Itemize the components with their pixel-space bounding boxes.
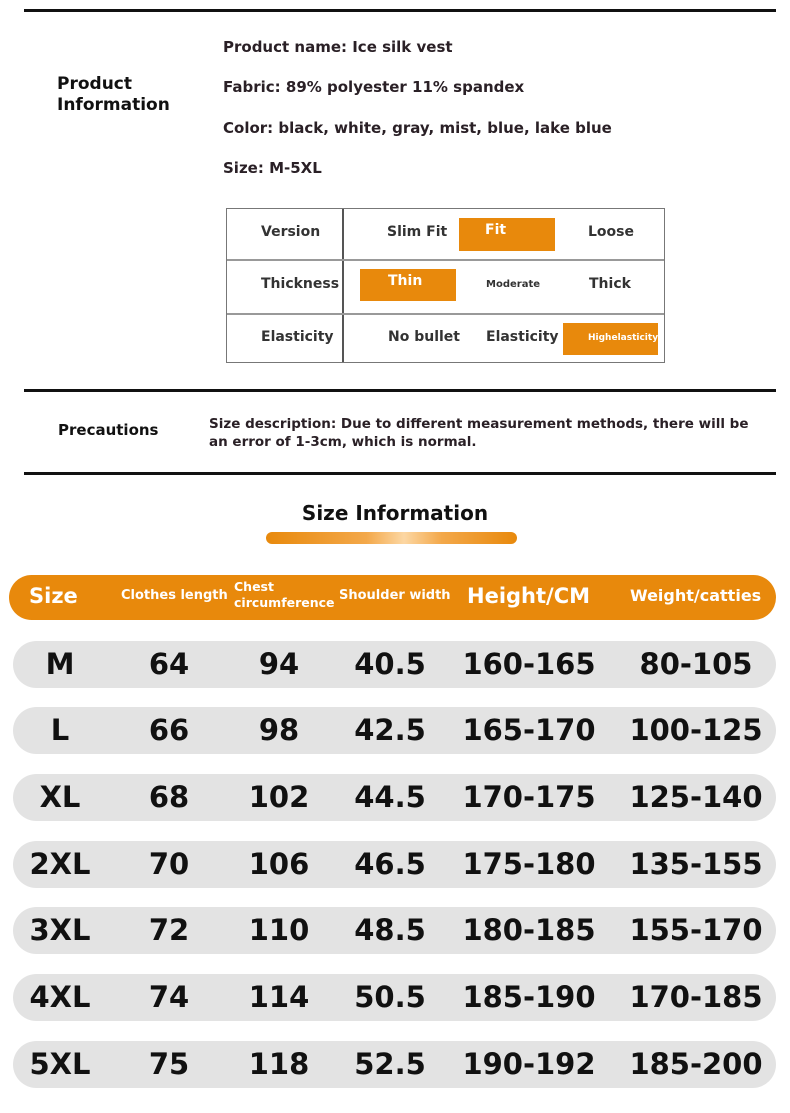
cell-size: 4XL bbox=[29, 980, 91, 1014]
cell-clothes-length: 64 bbox=[148, 647, 190, 681]
cell-size: L bbox=[50, 713, 70, 747]
header-size: Size bbox=[29, 584, 78, 608]
cell-height: 175-180 bbox=[462, 847, 596, 881]
cell-chest: 94 bbox=[258, 647, 300, 681]
attribute-table bbox=[226, 208, 665, 363]
table-row bbox=[13, 907, 776, 954]
attribute-option-selected: Thin bbox=[360, 269, 456, 301]
precautions-text: Size description: Due to different measurement methods, there will be an error of 1-3cm, which is normal. bbox=[209, 416, 749, 450]
cell-weight: 80-105 bbox=[639, 647, 753, 681]
cell-size: XL bbox=[39, 780, 81, 814]
cell-weight: 135-155 bbox=[629, 847, 763, 881]
table-row bbox=[13, 707, 776, 754]
product-color: Color: black, white, gray, mist, blue, lake blue bbox=[223, 119, 612, 137]
attribute-row-divider bbox=[227, 259, 664, 261]
attribute-option-selected: Highelasticity bbox=[563, 323, 658, 355]
attribute-table-divider bbox=[342, 209, 344, 362]
cell-weight: 170-185 bbox=[629, 980, 763, 1014]
cell-weight: 185-200 bbox=[629, 1047, 763, 1081]
cell-chest: 118 bbox=[248, 1047, 310, 1081]
table-row bbox=[13, 974, 776, 1021]
attribute-option: Loose bbox=[588, 224, 634, 240]
table-row bbox=[13, 774, 776, 821]
product-name: Product name: Ice silk vest bbox=[223, 38, 453, 56]
table-row bbox=[13, 1041, 776, 1088]
cell-chest: 110 bbox=[248, 913, 310, 947]
product-fabric: Fabric: 89% polyester 11% spandex bbox=[223, 78, 525, 96]
cell-shoulder: 52.5 bbox=[354, 1047, 426, 1081]
cell-shoulder: 42.5 bbox=[354, 713, 426, 747]
cell-height: 160-165 bbox=[462, 647, 596, 681]
cell-height: 180-185 bbox=[462, 913, 596, 947]
size-title-underline bbox=[266, 532, 517, 544]
cell-clothes-length: 68 bbox=[148, 780, 190, 814]
cell-size: M bbox=[45, 647, 75, 681]
cell-clothes-length: 75 bbox=[148, 1047, 190, 1081]
cell-clothes-length: 74 bbox=[148, 980, 190, 1014]
top-divider bbox=[24, 9, 776, 12]
cell-shoulder: 50.5 bbox=[354, 980, 426, 1014]
cell-chest: 102 bbox=[248, 780, 310, 814]
precautions-heading: Precautions bbox=[58, 421, 159, 439]
attribute-option: Thick bbox=[589, 276, 631, 292]
header-shoulder-width: Shoulder width bbox=[339, 588, 451, 603]
attribute-option: Slim Fit bbox=[387, 224, 448, 240]
table-row bbox=[13, 841, 776, 888]
cell-weight: 125-140 bbox=[629, 780, 763, 814]
cell-weight: 100-125 bbox=[629, 713, 763, 747]
cell-height: 170-175 bbox=[462, 780, 596, 814]
attribute-label-elasticity: Elasticity bbox=[261, 329, 334, 345]
cell-clothes-length: 66 bbox=[148, 713, 190, 747]
header-weight: Weight/catties bbox=[630, 586, 762, 605]
product-info-heading: Product Information bbox=[57, 74, 170, 115]
cell-chest: 106 bbox=[248, 847, 310, 881]
cell-chest: 98 bbox=[258, 713, 300, 747]
header-height: Height/CM bbox=[467, 584, 591, 608]
attribute-label-version: Version bbox=[261, 224, 321, 240]
attribute-option: Elasticity bbox=[486, 329, 559, 345]
cell-height: 190-192 bbox=[462, 1047, 596, 1081]
cell-weight: 155-170 bbox=[629, 913, 763, 947]
section-divider bbox=[24, 389, 776, 392]
cell-size: 2XL bbox=[29, 847, 91, 881]
cell-chest: 114 bbox=[248, 980, 310, 1014]
cell-size: 5XL bbox=[29, 1047, 91, 1081]
header-clothes-length: Clothes length bbox=[121, 588, 228, 603]
cell-shoulder: 40.5 bbox=[354, 647, 426, 681]
attribute-label-thickness: Thickness bbox=[261, 276, 340, 292]
cell-height: 185-190 bbox=[462, 980, 596, 1014]
product-size: Size: M-5XL bbox=[223, 159, 322, 177]
section-divider bbox=[24, 472, 776, 475]
cell-height: 165-170 bbox=[462, 713, 596, 747]
table-row bbox=[13, 641, 776, 688]
header-chest-circumference: Chest circumference bbox=[234, 579, 335, 610]
attribute-option-selected: Fit bbox=[459, 218, 555, 251]
attribute-option: No bullet bbox=[388, 329, 460, 345]
cell-shoulder: 48.5 bbox=[354, 913, 426, 947]
size-info-title: Size Information bbox=[301, 501, 489, 525]
size-table-header bbox=[9, 575, 776, 620]
cell-clothes-length: 72 bbox=[148, 913, 190, 947]
attribute-row-divider bbox=[227, 313, 664, 315]
cell-shoulder: 46.5 bbox=[354, 847, 426, 881]
cell-size: 3XL bbox=[29, 913, 91, 947]
attribute-option: Moderate bbox=[486, 279, 541, 290]
cell-clothes-length: 70 bbox=[148, 847, 190, 881]
cell-shoulder: 44.5 bbox=[354, 780, 426, 814]
